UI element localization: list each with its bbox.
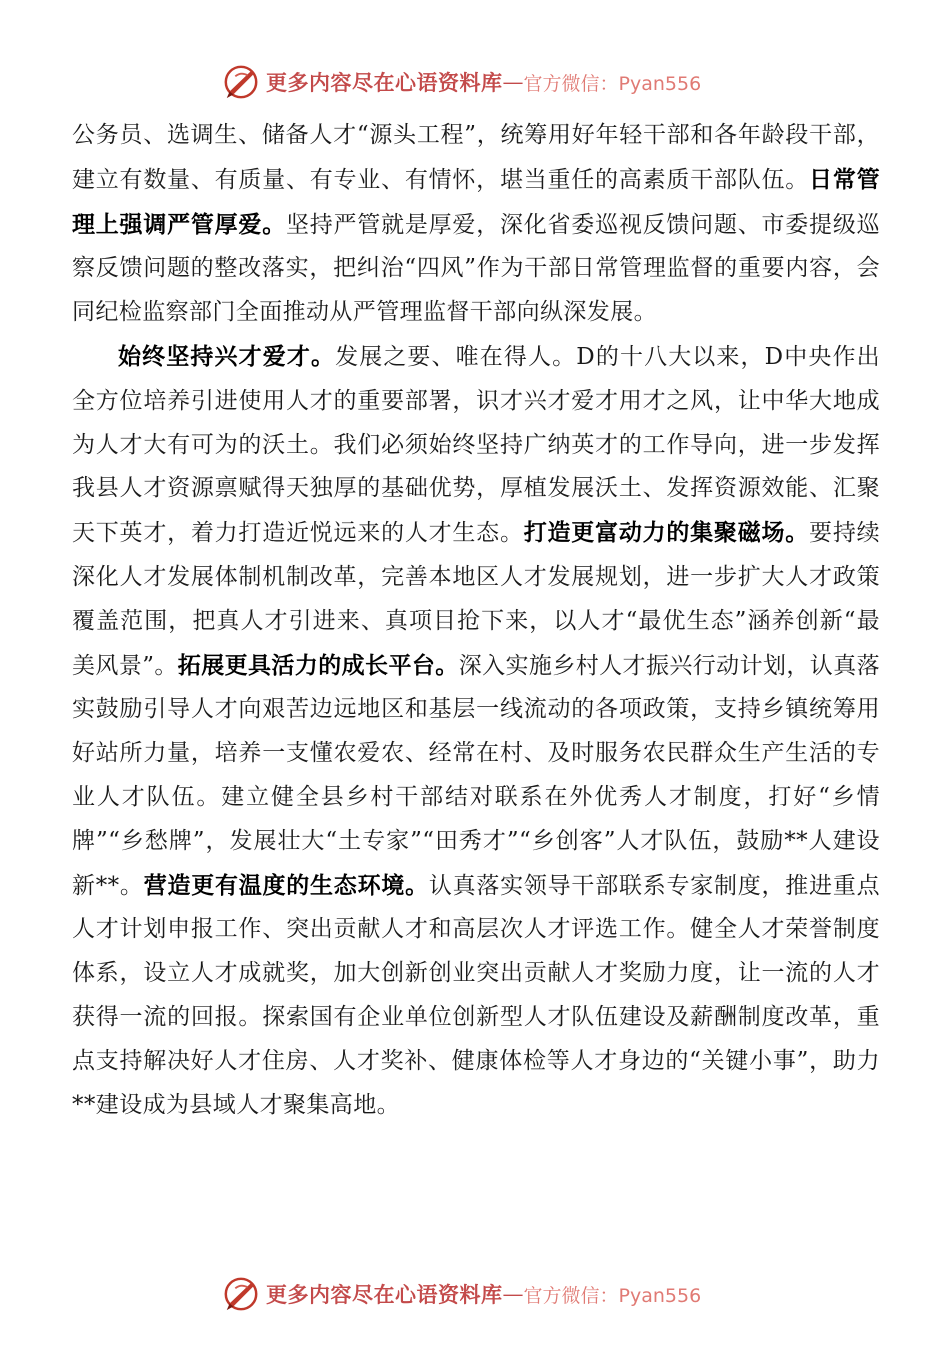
- watermark-dash: —: [502, 70, 524, 94]
- text-run: 发展之要、唯在得人。D的十八大以来，D中央作出全方位培养引进使用人才的重要部署，识才兴才爱才用才之风，让中华大地成为人才大有可为的沃土。我们必须始终坚持广纳英才的工作导向，进一步发挥我县人才资源禀赋得天独厚的基础优势，厚植发展沃土、发挥资源效能、汇聚天下英才，着力打造近悦远来的人才生态。: [72, 343, 880, 547]
- document-body: [72, 114, 880, 1127]
- text-run: 要持续深化人才发展体制机制改革，完善本地区人才发展规划，进一步扩大人才政策覆盖范围，把真人才引进来、真项目抢下来，以人才“最优生态”涵养创新“最美风景”。: [72, 520, 880, 679]
- watermark-sub-text: 官方微信：Pyan556: [523, 72, 702, 95]
- watermark-main-text: 更多内容尽在心语资料库: [266, 70, 503, 95]
- bold-heading-magnet: 打造更富动力的集聚磁场。: [523, 519, 810, 547]
- paragraph-1: [72, 114, 880, 335]
- bold-heading-platform: 拓展更具活力的成长平台。: [177, 651, 459, 679]
- text-run: 深入实施乡村人才振兴行动计划，认真落实鼓励引导人才向艰苦边远地区和基层一线流动的各项政策，支持乡镇统筹用好站所力量，培养一支懂农爱农、经常在村、及时服务农民群众生产生活的专业人才队伍。建立健全县乡村干部结对联系在外优秀人才制度，打好“乡情牌”“乡愁牌”，发展壮大“土专家”“田秀才”“乡创客”人才队伍，鼓励**人建设新**。: [72, 652, 880, 899]
- text-run: 坚持严管就是厚爱，深化省委巡视反馈问题、市委提级巡察反馈问题的整改落实，把纠治“四风”作为干部日常管理监督的重要内容，会同纪检监察部门全面推动从严管理监督干部向纵深发展。: [72, 211, 880, 326]
- watermark-header: [222, 62, 701, 102]
- watermark-footer: [222, 1274, 701, 1314]
- watermark-dash: —: [502, 1282, 524, 1306]
- bold-heading-daily-management: 日常管理上强调严管厚爱。: [72, 165, 880, 238]
- watermark-sub-text: 官方微信：Pyan556: [523, 1284, 702, 1307]
- watermark-main-text: 更多内容尽在心语资料库: [266, 1282, 503, 1307]
- bold-heading-talent: 始终坚持兴才爱才。: [118, 342, 336, 370]
- text-run: 公务员、选调生、储备人才“源头工程”，统筹用好年轻干部和各年龄段干部，建立有数量、有质量、有专业、有情怀，堪当重任的高素质干部队伍。: [72, 122, 880, 193]
- paragraph-2: [72, 335, 880, 1127]
- text-run: 认真落实领导干部联系专家制度，推进重点人才计划申报工作、突出贡献人才和高层次人才评选工作。健全人才荣誉制度体系，设立人才成就奖，加大创新创业突出贡献人才奖励力度，让一流的人才获得一流的回报。探索国有企业单位创新型人才队伍建设及薪酬制度改革，重点支持解决好人才住房、人才奖补、健康体检等人才身边的“关键小事”，助力**建设成为县域人才聚集高地。: [72, 872, 880, 1118]
- brush-logo-icon: [222, 1275, 260, 1313]
- brush-logo-icon: [222, 63, 260, 101]
- bold-heading-environment: 营造更有温度的生态环境。: [143, 871, 429, 899]
